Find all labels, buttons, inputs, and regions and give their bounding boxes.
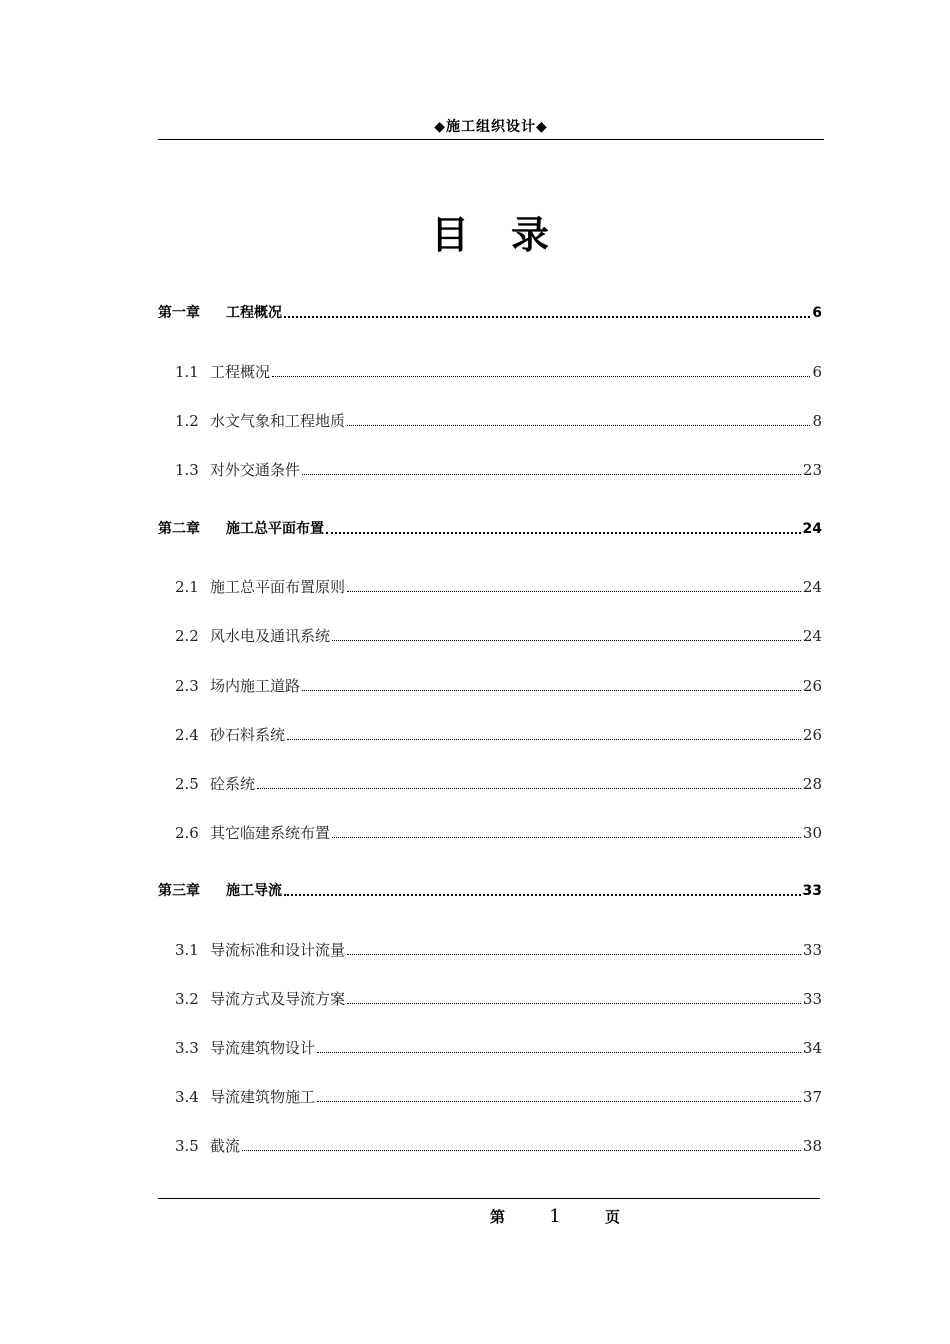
toc-section-2-4[interactable]	[175, 724, 822, 746]
toc-leader	[287, 739, 801, 740]
title-char-1: 目	[430, 213, 471, 257]
footer-page-number: 1	[549, 1206, 561, 1227]
toc-page: 33	[802, 990, 822, 1008]
toc-leader	[284, 316, 810, 318]
page-title	[158, 204, 824, 259]
toc-number: 3.3	[175, 1039, 199, 1057]
toc-page: 26	[802, 726, 822, 744]
toc-leader	[332, 640, 801, 641]
toc-section-2-6[interactable]	[175, 822, 822, 844]
toc-leader	[302, 474, 801, 475]
toc-leader	[332, 837, 801, 838]
toc-section-2-5[interactable]	[175, 773, 822, 795]
running-header: ◆施工组织设计◆	[434, 119, 548, 135]
toc-number: 第三章	[158, 883, 200, 899]
toc-section-3-2[interactable]	[175, 988, 822, 1010]
toc-number: 2.5	[175, 775, 199, 793]
toc-page: 6	[812, 363, 822, 381]
toc-label: 施工总平面布置	[226, 521, 324, 537]
toc-label: 其它临建系统布置	[210, 824, 331, 842]
toc-leader	[347, 954, 801, 955]
toc-label: 砼系统	[210, 775, 256, 793]
toc-chapter-3[interactable]	[158, 880, 822, 902]
toc-number: 3.1	[175, 941, 199, 959]
toc-label: 工程概况	[210, 363, 271, 381]
toc-leader	[347, 425, 810, 426]
toc-section-1-3[interactable]	[175, 459, 822, 481]
toc-label: 砂石料系统	[210, 726, 286, 744]
toc-leader	[257, 788, 801, 789]
toc-number: 第二章	[158, 521, 200, 537]
toc-page: 33	[802, 883, 822, 899]
toc-leader	[347, 591, 801, 592]
toc-label: 水文气象和工程地质	[210, 412, 346, 430]
footer-divider	[158, 1198, 820, 1199]
toc-page: 24	[802, 627, 822, 645]
toc-leader	[326, 532, 801, 534]
toc-section-1-2[interactable]	[175, 410, 822, 432]
toc-leader	[302, 690, 801, 691]
toc-section-3-3[interactable]	[175, 1037, 822, 1059]
toc-label: 场内施工道路	[210, 677, 301, 695]
toc-leader	[317, 1101, 801, 1102]
toc-label: 导流方式及导流方案	[210, 990, 346, 1008]
toc-chapter-2[interactable]	[158, 518, 822, 540]
toc-leader	[242, 1150, 801, 1151]
title-char-2: 录	[511, 213, 552, 257]
toc-number: 2.1	[175, 578, 199, 596]
toc-section-3-5[interactable]	[175, 1135, 822, 1157]
toc-chapter-1[interactable]	[158, 302, 822, 324]
toc-section-2-3[interactable]	[175, 675, 822, 697]
toc-page: 30	[802, 824, 822, 842]
toc-number: 第一章	[158, 305, 200, 321]
toc-number: 2.4	[175, 726, 199, 744]
toc-section-3-1[interactable]	[175, 939, 822, 961]
header-divider	[158, 139, 824, 140]
toc-page: 34	[802, 1039, 822, 1057]
toc-page: 37	[802, 1088, 822, 1106]
toc-number: 1.1	[175, 363, 199, 381]
toc-number: 1.3	[175, 461, 199, 479]
toc-section-2-2[interactable]	[175, 625, 822, 647]
toc-page: 24	[802, 578, 822, 596]
toc-label: 工程概况	[226, 305, 282, 321]
toc-page: 33	[802, 941, 822, 959]
toc-leader	[284, 894, 801, 896]
toc-page: 8	[812, 412, 822, 430]
toc-number: 2.2	[175, 627, 199, 645]
toc-page: 6	[812, 305, 822, 321]
toc-page: 23	[802, 461, 822, 479]
toc-number: 2.6	[175, 824, 199, 842]
toc-page: 26	[802, 677, 822, 695]
toc-section-3-4[interactable]	[175, 1086, 822, 1108]
toc-label: 施工导流	[226, 883, 282, 899]
footer-prefix: 第	[490, 1208, 506, 1226]
toc-number: 3.5	[175, 1137, 199, 1155]
toc-section-1-1[interactable]	[175, 361, 822, 383]
toc-number: 3.4	[175, 1088, 199, 1106]
toc-section-2-1[interactable]	[175, 576, 822, 598]
toc-label: 导流建筑物施工	[210, 1088, 316, 1106]
toc-leader	[272, 376, 810, 377]
page-footer	[490, 1206, 620, 1227]
toc-label: 对外交通条件	[210, 461, 301, 479]
toc-number: 2.3	[175, 677, 199, 695]
toc-label: 截流	[210, 1137, 241, 1155]
toc-page: 28	[802, 775, 822, 793]
toc-leader	[317, 1052, 801, 1053]
toc-label: 施工总平面布置原则	[210, 578, 346, 596]
toc-page: 38	[802, 1137, 822, 1155]
toc-label: 导流建筑物设计	[210, 1039, 316, 1057]
toc-number: 1.2	[175, 412, 199, 430]
toc-label: 风水电及通讯系统	[210, 627, 331, 645]
footer-suffix: 页	[604, 1208, 620, 1226]
toc-leader	[347, 1003, 801, 1004]
toc-page: 24	[802, 521, 822, 537]
toc-label: 导流标准和设计流量	[210, 941, 346, 959]
toc-number: 3.2	[175, 990, 199, 1008]
